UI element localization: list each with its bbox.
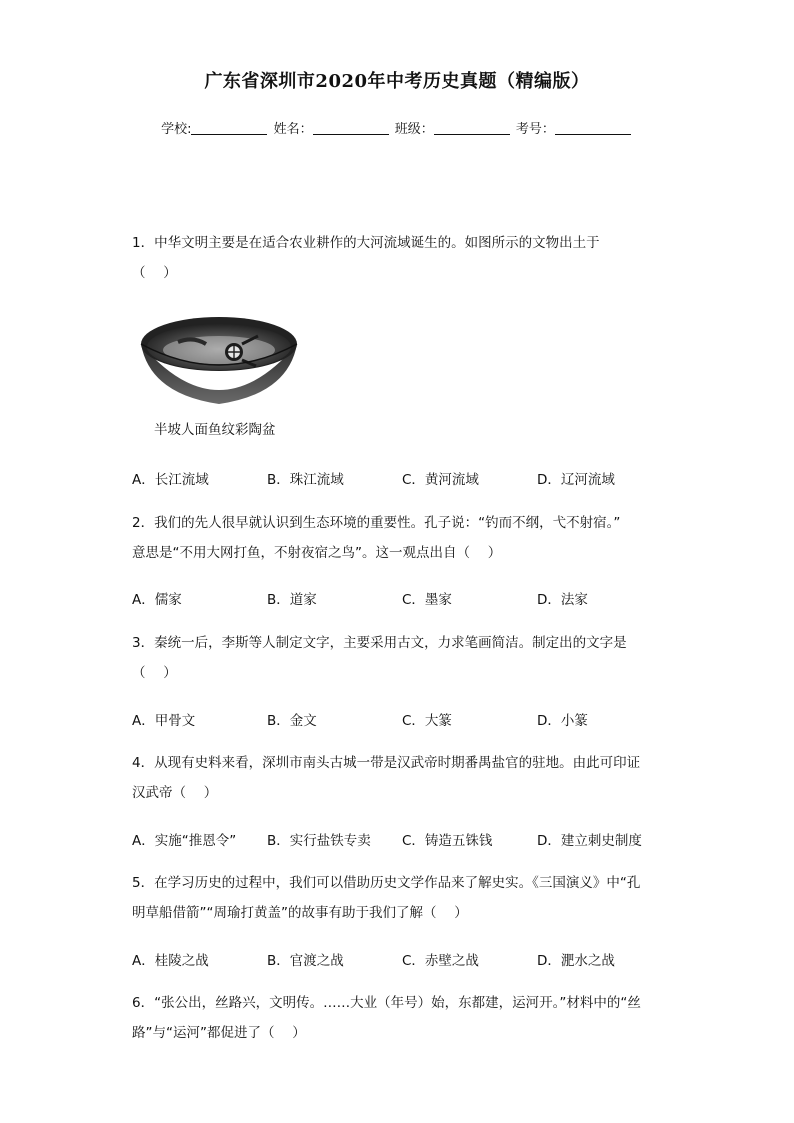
option-d: D．建立刺史制度: [537, 833, 642, 849]
option-b: B．金文: [267, 713, 317, 729]
question-2-line-2: 意思是“不用大网打鱼，不射夜宿之鸟”。这一观点出自（ ）: [132, 545, 502, 561]
question-1-line-1: 1．中华文明主要是在适合农业耕作的大河流域诞生的。如图所示的文物出土于: [132, 235, 600, 251]
option-c: C．墨家: [402, 592, 452, 608]
option-b: B．珠江流域: [267, 472, 344, 488]
question-1: [132, 228, 672, 288]
question-5-options: [132, 949, 672, 969]
figure-caption: 半坡人面鱼纹彩陶盆: [154, 422, 276, 438]
option-a: A．实施“推恩令”: [132, 833, 237, 849]
question-1-line-2: （ ）: [132, 265, 177, 281]
question-2-options: [132, 588, 672, 608]
option-c: C．铸造五铢钱: [402, 833, 493, 849]
option-b: B．官渡之战: [267, 953, 344, 969]
question-5-line-2: 明草船借箭”“周瑜打黄盖”的故事有助于我们了解（ ）: [132, 905, 468, 921]
name-label: 姓名：: [273, 122, 313, 137]
school-blank: [191, 121, 267, 135]
class-label: 班级：: [394, 122, 434, 137]
option-d: D．辽河流域: [537, 472, 615, 488]
option-a: A．桂陵之战: [132, 953, 209, 969]
option-b: B．实行盐铁专卖: [267, 833, 371, 849]
number-blank: [555, 121, 631, 135]
class-blank: [434, 121, 510, 135]
question-3: [132, 628, 672, 688]
question-2: [132, 508, 672, 568]
school-label: 学校:: [161, 122, 192, 137]
question-5-line-1: 5．在学习历史的过程中，我们可以借助历史文学作品来了解史实。《三国演义》中“孔: [132, 875, 641, 891]
option-b: B．道家: [267, 592, 317, 608]
question-6: [132, 988, 672, 1048]
option-a: A．长江流域: [132, 472, 209, 488]
option-c: C．黄河流域: [402, 472, 479, 488]
number-label: 考号：: [515, 122, 555, 137]
question-6-line-2: 路”与“运河”都促进了（ ）: [132, 1025, 306, 1041]
option-d: D．法家: [537, 592, 588, 608]
question-1-options: [132, 468, 672, 488]
option-d: D．小篆: [537, 713, 588, 729]
question-2-line-1: 2．我们的先人很早就认识到生态环境的重要性。孔子说：“钓而不纲，弋不射宿。”: [132, 515, 621, 531]
question-4-line-2: 汉武帝（ ）: [132, 785, 218, 801]
question-3-options: [132, 709, 672, 729]
question-4: [132, 748, 672, 808]
option-c: C．赤壁之战: [402, 953, 479, 969]
option-d: D．淝水之战: [537, 953, 615, 969]
question-6-line-1: 6．“张公出，丝路兴，文明传。……大业（年号）始，东都建，运河开。”材料中的“丝: [132, 995, 641, 1011]
option-c: C．大篆: [402, 713, 452, 729]
question-3-line-1: 3．秦统一后，李斯等人制定文字，主要采用古文，力求笔画简洁。制定出的文字是: [132, 635, 627, 651]
name-blank: [313, 121, 389, 135]
page-title: 广东省深圳市2020年中考历史真题（精编版）: [204, 71, 590, 92]
painted-pottery-basin-image: [138, 314, 300, 410]
question-5: [132, 868, 672, 928]
question-4-line-1: 4．从现有史料来看，深圳市南头古城一带是汉武帝时期番禺盐官的驻地。由此可印证: [132, 755, 641, 771]
question-4-options: [132, 829, 672, 849]
student-info-row: [0, 118, 794, 137]
option-a: A．儒家: [132, 592, 182, 608]
question-3-line-2: （ ）: [132, 665, 177, 681]
option-a: A．甲骨文: [132, 713, 196, 729]
